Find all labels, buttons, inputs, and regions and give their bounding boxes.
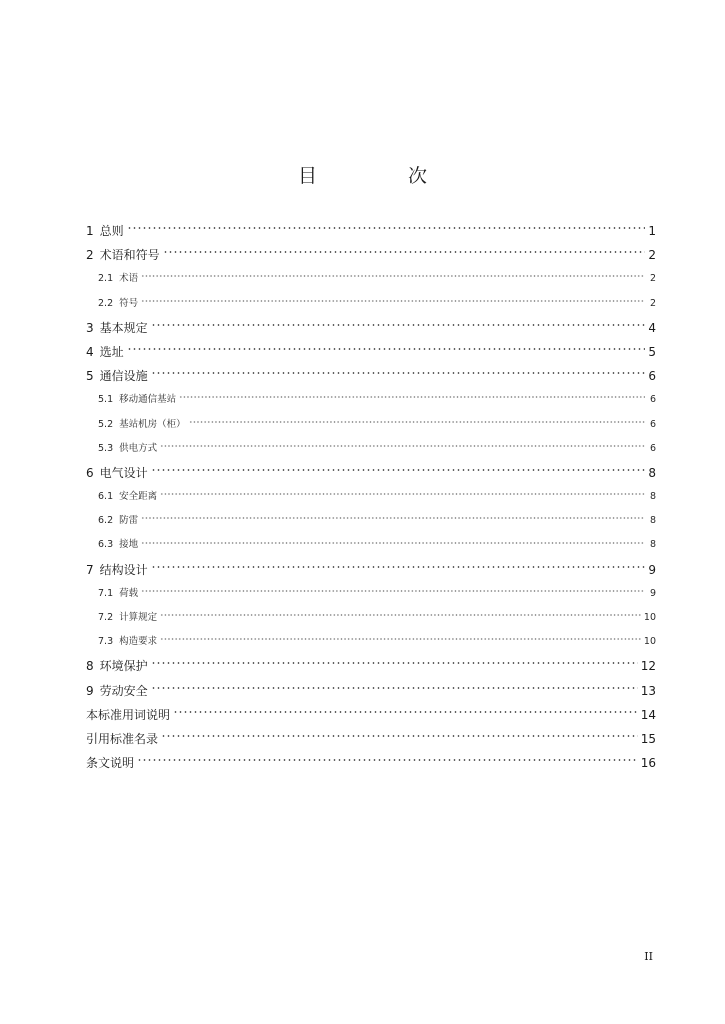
toc-entry-label: 结构设计	[99, 562, 148, 577]
toc-entry-page: 13	[640, 683, 656, 698]
toc-entry-label: 总则	[99, 224, 124, 238]
toc-entry-page: 6	[649, 442, 656, 454]
toc-entry-label: 本标准用词说明	[86, 707, 171, 722]
toc-entry-page: 9	[649, 587, 656, 599]
dot-leader	[151, 324, 645, 326]
toc-entry-page: 9	[648, 562, 656, 577]
toc-entry[interactable]	[86, 461, 656, 485]
toc-subentry[interactable]	[86, 437, 656, 461]
dot-leader	[160, 614, 641, 616]
dot-leader	[160, 445, 645, 447]
toc-title: 目 次	[297, 165, 463, 187]
toc-entry-number: 6.3	[98, 539, 114, 551]
toc-entry-label: 术语和符号	[99, 248, 160, 263]
toc-subentry[interactable]	[86, 388, 656, 412]
toc-entry-label: 选址	[99, 344, 124, 359]
toc-entry-number: 5.2	[98, 418, 114, 430]
dot-leader	[161, 735, 638, 737]
dot-leader	[127, 348, 645, 350]
toc-entry-label: 通信设施	[99, 369, 148, 384]
toc-entry-number: 7	[86, 562, 94, 577]
toc-entry-page: 8	[649, 539, 656, 551]
dot-leader	[141, 275, 645, 277]
toc-entry-page: 15	[640, 731, 656, 746]
toc-entry-page: 6	[649, 418, 656, 430]
toc-entry[interactable]	[86, 654, 656, 678]
dot-leader	[141, 590, 645, 592]
toc-entry-page: 12	[640, 659, 656, 674]
toc-entry-page: 4	[648, 320, 656, 335]
toc-entry-number: 5	[86, 369, 94, 384]
dot-leader	[141, 542, 645, 544]
toc-entry-number: 9	[86, 683, 94, 698]
toc-entry-number: 1	[86, 224, 94, 238]
toc-entry-label: 基本规定	[99, 320, 148, 335]
toc-subentry[interactable]	[86, 413, 656, 437]
toc-entry-number: 3	[86, 320, 94, 335]
toc-entry-page: 2	[649, 273, 656, 285]
toc-entry-number: 2	[86, 248, 94, 263]
toc-entry-number: 5.1	[98, 394, 114, 406]
toc-entry-page: 8	[648, 465, 656, 480]
toc-subentry[interactable]	[86, 509, 656, 533]
toc-entry-label: 荷载	[119, 587, 139, 599]
toc-entry[interactable]	[86, 751, 656, 775]
toc-entry[interactable]	[86, 364, 656, 388]
dot-leader	[151, 372, 645, 374]
toc-entry-label: 构造要求	[119, 636, 158, 648]
toc-subentry[interactable]	[86, 582, 656, 606]
toc-entry-label: 移动通信基站	[119, 394, 177, 406]
dot-leader	[151, 566, 645, 568]
toc-subentry[interactable]	[86, 606, 656, 630]
toc-entry-number: 6	[86, 465, 94, 480]
toc-entry-label: 劳动安全	[99, 683, 148, 698]
toc-entry[interactable]	[86, 340, 656, 364]
toc-subentry[interactable]	[86, 267, 656, 291]
toc-entry[interactable]	[86, 243, 656, 267]
dot-leader	[141, 300, 645, 302]
table-of-contents	[86, 219, 656, 775]
dot-leader	[160, 638, 641, 640]
toc-entry-number: 6.2	[98, 515, 114, 527]
toc-entry-page: 5	[648, 344, 656, 359]
toc-entry-page: 16	[640, 756, 656, 771]
toc-entry[interactable]	[86, 558, 656, 582]
toc-entry[interactable]	[86, 727, 656, 751]
toc-entry-page: 2	[649, 297, 656, 309]
toc-entry-label: 环境保护	[99, 659, 148, 674]
toc-entry-page: 8	[649, 515, 656, 527]
toc-entry-number: 5.3	[98, 442, 114, 454]
dot-leader	[151, 662, 638, 664]
dot-leader	[127, 227, 645, 229]
toc-subentry[interactable]	[86, 485, 656, 509]
dot-leader	[151, 469, 645, 471]
toc-entry[interactable]	[86, 679, 656, 703]
toc-entry-number: 7.3	[98, 636, 114, 648]
toc-entry-page: 10	[643, 636, 656, 648]
toc-entry-label: 供电方式	[119, 442, 158, 454]
toc-entry-number: 8	[86, 659, 94, 674]
toc-entry-page: 6	[648, 369, 656, 384]
toc-entry-label: 术语	[119, 273, 139, 285]
dot-leader	[163, 251, 645, 253]
toc-entry-label: 符号	[119, 297, 139, 309]
dot-leader	[189, 421, 645, 423]
toc-entry-page: 2	[648, 248, 656, 263]
toc-entry-label: 安全距离	[119, 491, 158, 503]
dot-leader	[137, 759, 638, 761]
toc-entry-number: 7.2	[98, 612, 114, 623]
toc-entry-number: 7.1	[98, 587, 114, 599]
toc-entry-label: 条文说明	[86, 756, 135, 771]
toc-entry-label: 防雷	[119, 515, 139, 527]
toc-entry-page: 14	[640, 707, 656, 722]
toc-entry-page: 1	[648, 224, 656, 238]
page-number: II	[644, 950, 653, 963]
toc-entry[interactable]	[86, 316, 656, 340]
toc-entry-page: 6	[649, 394, 656, 406]
dot-leader	[151, 687, 638, 689]
toc-entry-label: 基站机房（柜）	[119, 418, 186, 430]
toc-entry-page: 10	[643, 612, 656, 623]
toc-entry-label: 计算规定	[119, 612, 158, 623]
toc-entry-label: 引用标准名录	[86, 731, 159, 746]
toc-entry-number: 2.1	[98, 273, 114, 285]
toc-entry-number: 2.2	[98, 297, 114, 309]
toc-entry-label: 接地	[119, 539, 139, 551]
toc-subentry[interactable]	[86, 533, 656, 557]
toc-entry-page: 8	[649, 491, 656, 503]
toc-entry[interactable]	[86, 219, 656, 243]
toc-subentry[interactable]	[86, 630, 656, 654]
dot-leader	[179, 396, 645, 398]
toc-entry-number: 4	[86, 344, 94, 359]
dot-leader	[160, 493, 645, 495]
toc-entry-label: 电气设计	[99, 465, 148, 480]
toc-entry[interactable]	[86, 703, 656, 727]
toc-subentry[interactable]	[86, 292, 656, 316]
dot-leader	[173, 711, 638, 713]
dot-leader	[141, 517, 645, 519]
toc-entry-number: 6.1	[98, 491, 114, 503]
